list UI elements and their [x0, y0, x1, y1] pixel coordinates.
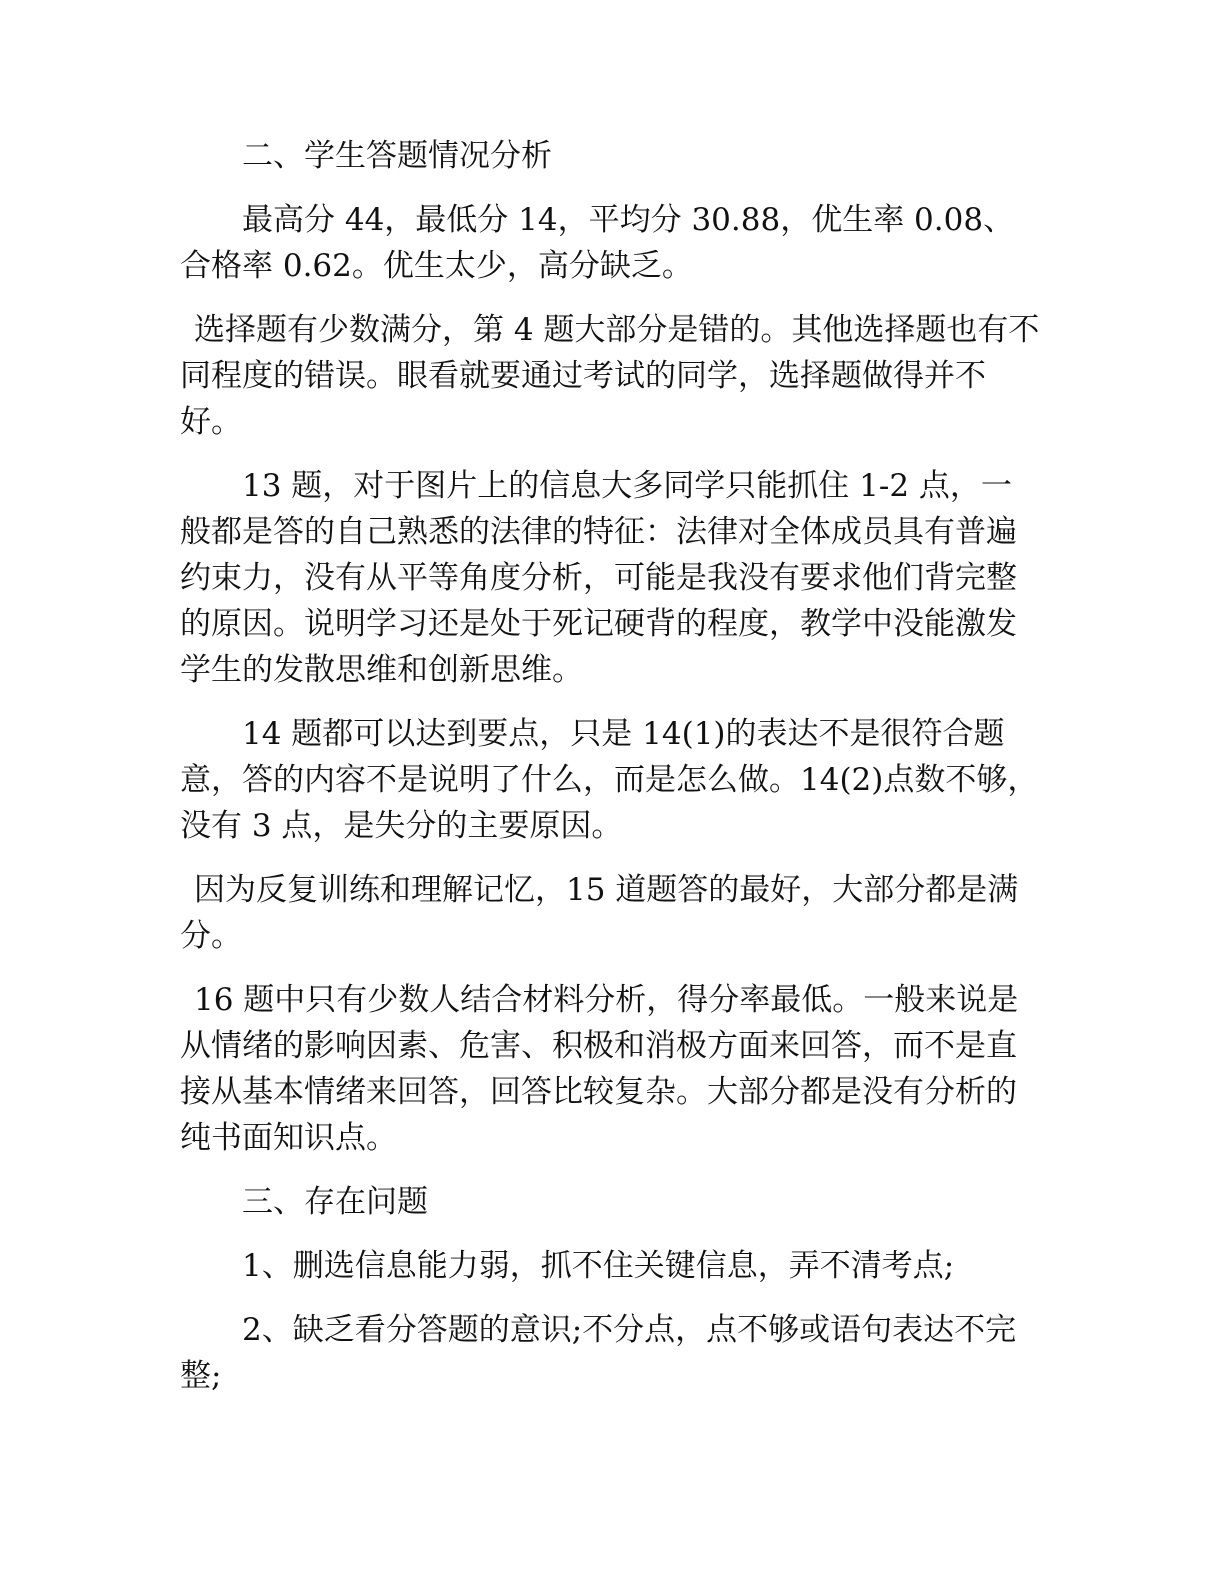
paragraph-scores: 最高分 44，最低分 14，平均分 30.88，优生率 0.08、合格率 0.62。优生太少，高分缺乏。 [180, 202, 1015, 284]
paragraph-question-14: 14 题都可以达到要点，只是 14(1)的表达不是很符合题意，答的内容不是说明了什么，而是怎么做。14(2)点数不够，没有 3 点，是失分的主要原因。 [180, 716, 1039, 844]
paragraph-choice-questions: 选择题有少数满分，第 4 题大部分是错的。其他选择题也有不同程度的错误。眼看就要通过考试的同学，选择题做得并不好。 [180, 312, 1040, 440]
paragraph-question-16: 16 题中只有少数人结合材料分析，得分率最低。一般来说是从情绪的影响因素、危害、积极和消极方面来回答，而不是直接从基本情绪来回答，回答比较复杂。大部分都是没有分析的纯书面知识点。 [180, 982, 1019, 1156]
problem-item-2: 2、缺乏看分答题的意识;不分点，点不够或语句表达不完整; [180, 1312, 1017, 1394]
paragraph-question-13: 13 题，对于图片上的信息大多同学只能抓住 1-2 点，一般都是答的自己熟悉的法律的特征：法律对全体成员具有普遍约束力，没有从平等角度分析，可能是我没有要求他们背完整的原因。说明学习还是处于死记硬背的程度，教学中没能激发学生的发散思维和创新思维。 [180, 468, 1017, 688]
document-body [180, 133, 1040, 1417]
section-heading-analysis: 二、学生答题情况分析 [242, 138, 552, 174]
section-heading-problems: 三、存在问题 [242, 1184, 428, 1220]
paragraph-question-15: 因为反复训练和理解记忆，15 道题答的最好，大部分都是满分。 [180, 872, 1019, 954]
problem-item-1: 1、删选信息能力弱，抓不住关键信息，弄不清考点; [242, 1248, 955, 1284]
